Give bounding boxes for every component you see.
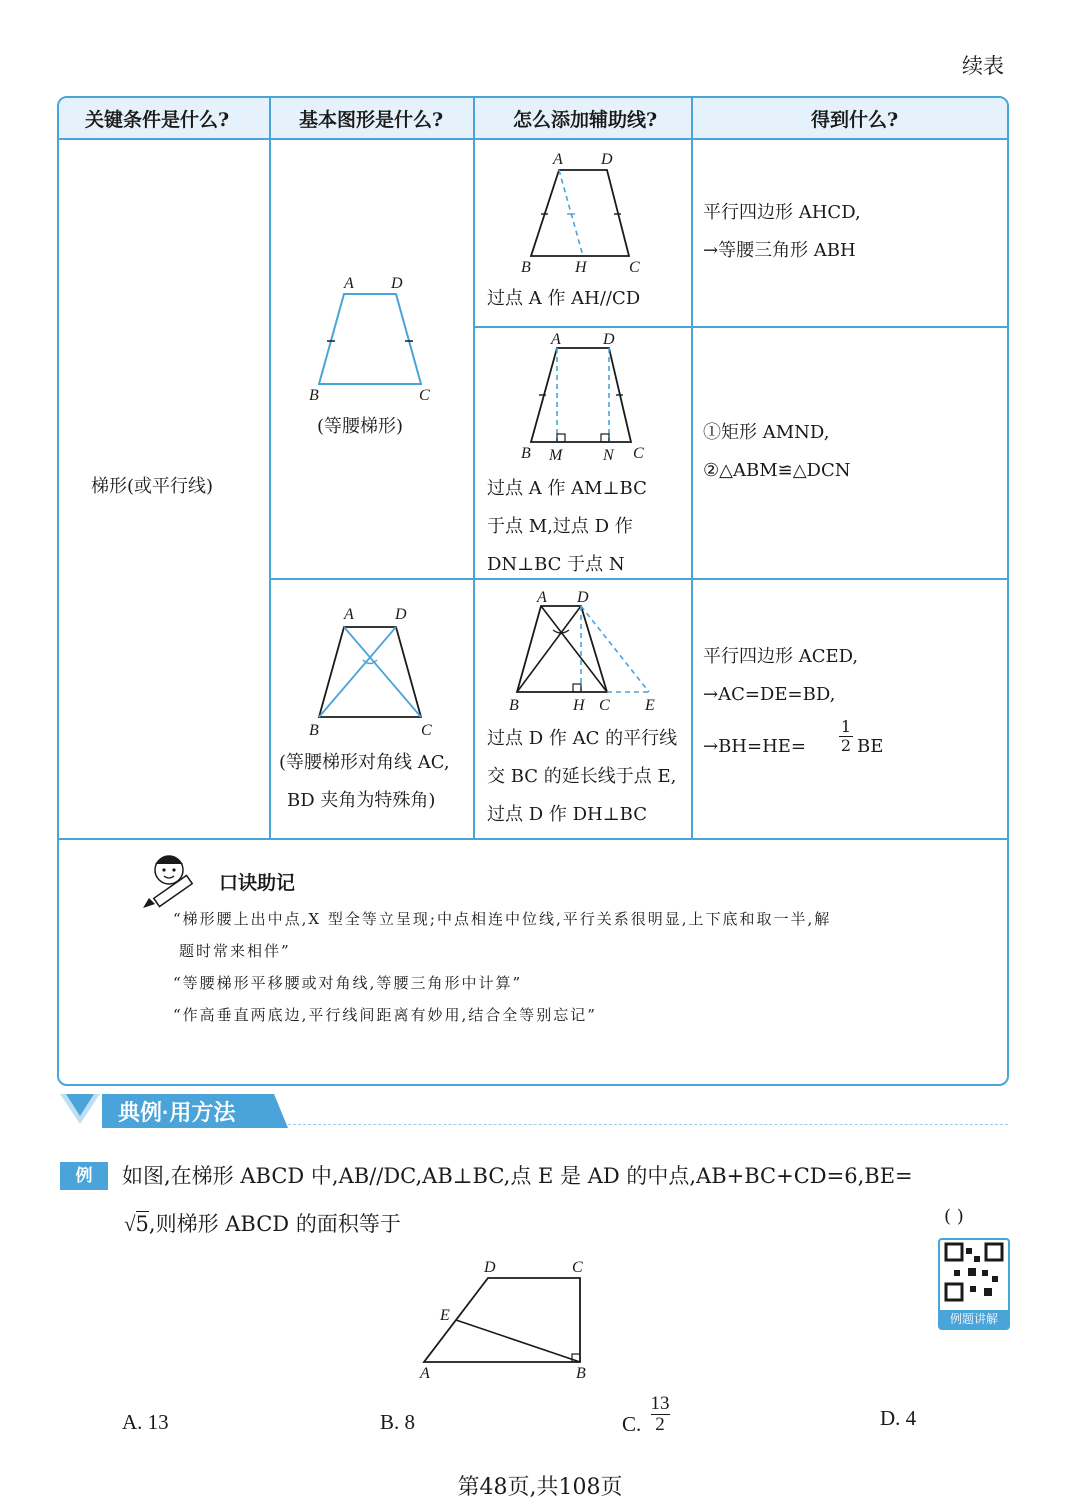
result-1-line2: →等腰三角形 ABH: [703, 240, 856, 261]
fraction-half: 1 2: [840, 717, 852, 755]
svg-text:A: A: [537, 589, 547, 606]
qr-label: 例题讲解: [940, 1310, 1008, 1328]
page-footer: 第48页,共108页: [457, 1475, 623, 1500]
header-auxiliary-line: 怎么添加辅助线?: [513, 109, 658, 131]
method-text-3-line3: 过点 D 作 DH⊥BC: [487, 804, 647, 825]
result-3-line3-end: BE: [857, 736, 884, 757]
svg-text:B: B: [509, 697, 519, 714]
mnemonic-line-3: “等腰梯形平移腰或对角线,等腰三角形中计算”: [173, 974, 523, 992]
method-table: [57, 96, 1009, 1086]
header-result: 得到什么?: [811, 109, 899, 131]
label-a: A: [344, 275, 354, 292]
svg-text:B: B: [576, 1365, 586, 1382]
label-d: D: [391, 275, 403, 292]
svg-text:D: D: [603, 331, 615, 348]
pencil-boy-icon: [139, 848, 205, 914]
label-c: C: [419, 387, 430, 404]
result-3-line3: →BH=HE=: [703, 736, 807, 757]
qr-code-icon: [940, 1240, 1008, 1310]
svg-text:N: N: [603, 447, 614, 464]
answer-paren: ( ): [944, 1206, 964, 1227]
option-d[interactable]: D. 4: [880, 1406, 917, 1430]
header-key-condition: 关键条件是什么?: [85, 109, 230, 131]
qr-code[interactable]: [938, 1238, 1010, 1330]
svg-text:C: C: [421, 722, 432, 739]
svg-text:E: E: [440, 1307, 450, 1324]
mnemonic-line-4: “作高垂直两底边,平行线间距离有妙用,结合全等别忘记”: [173, 1006, 597, 1024]
result-2-line2: ②△ABM≌△DCN: [703, 460, 851, 481]
example-line-1: 如图,在梯形 ABCD 中,AB//DC,AB⊥BC,点 E 是 AD 的中点,AB+BC+CD=6,BE=: [122, 1164, 913, 1188]
example-figure: [410, 1256, 600, 1386]
continued-label: 续表: [962, 54, 1004, 78]
mnemonic-line-2: 题时常来相伴”: [179, 942, 291, 960]
isosceles-trapezoid-figure: [299, 268, 449, 408]
label-b: B: [309, 387, 319, 404]
svg-text:B: B: [521, 445, 531, 462]
method-text-3-line2: 交 BC 的延长线于点 E,: [487, 766, 677, 787]
svg-text:D: D: [484, 1259, 496, 1276]
basic-figure-caption: (等腰梯形): [317, 416, 404, 437]
condition-text: 梯形(或平行线): [91, 476, 214, 497]
section-title: 典例·用方法: [118, 1100, 236, 1125]
result-3-line1: 平行四边形 ACED,: [703, 646, 859, 667]
mnemonic-title: 口诀助记: [219, 873, 296, 894]
svg-text:A: A: [344, 606, 354, 623]
svg-text:B: B: [309, 722, 319, 739]
svg-text:E: E: [645, 697, 655, 714]
svg-text:D: D: [601, 151, 613, 168]
option-b[interactable]: B. 8: [380, 1410, 416, 1434]
method-text-2-line1: 过点 A 作 AM⊥BC: [487, 478, 647, 499]
method-figure-1: [499, 144, 649, 282]
basic-figure-caption-2-line1: (等腰梯形对角线 AC,: [279, 752, 450, 773]
result-3-line2: →AC=DE=BD,: [703, 684, 836, 705]
svg-text:A: A: [551, 331, 561, 348]
trapezoid-shape: [319, 294, 421, 384]
header-basic-figure: 基本图形是什么?: [299, 109, 444, 131]
svg-text:D: D: [577, 589, 589, 606]
option-a[interactable]: A. 13: [122, 1410, 169, 1434]
sqrt-value: 5: [135, 1212, 149, 1236]
method-text-2-line3: DN⊥BC 于点 N: [487, 554, 625, 575]
svg-text:C: C: [599, 697, 610, 714]
svg-text:B: B: [521, 259, 531, 276]
svg-text:A: A: [553, 151, 563, 168]
svg-text:H: H: [573, 697, 585, 714]
svg-text:A: A: [420, 1365, 430, 1382]
basic-figure-caption-2-line2: BD 夹角为特殊角): [287, 790, 436, 811]
svg-text:C: C: [633, 445, 644, 462]
option-c[interactable]: C. $\frac{13}{2}$: [622, 1393, 670, 1437]
method-text-3-line1: 过点 D 作 AC 的平行线: [487, 728, 678, 749]
example-badge: 例: [60, 1162, 108, 1190]
result-2-line1: ①矩形 AMND,: [703, 422, 830, 443]
svg-text:M: M: [549, 447, 563, 464]
trapezoid-diagonals-figure: [299, 603, 449, 743]
result-1-line1: 平行四边形 AHCD,: [703, 202, 861, 223]
svg-text:D: D: [395, 606, 407, 623]
svg-text:H: H: [575, 259, 587, 276]
method-figure-3: [499, 586, 679, 716]
method-figure-2: [499, 330, 649, 464]
method-text-1: 过点 A 作 AH//CD: [487, 288, 641, 309]
svg-text:C: C: [629, 259, 640, 276]
method-text-2-line2: 于点 M,过点 D 作: [487, 516, 633, 537]
mnemonic-line-1: “梯形腰上出中点,X 型全等立呈现;中点相连中位线,平行关系很明显,上下底和取一半,解: [173, 910, 832, 928]
example-line-2: √5,则梯形 ABCD 的面积等于: [124, 1212, 401, 1236]
section-divider: [288, 1124, 1008, 1126]
svg-text:C: C: [572, 1259, 583, 1276]
